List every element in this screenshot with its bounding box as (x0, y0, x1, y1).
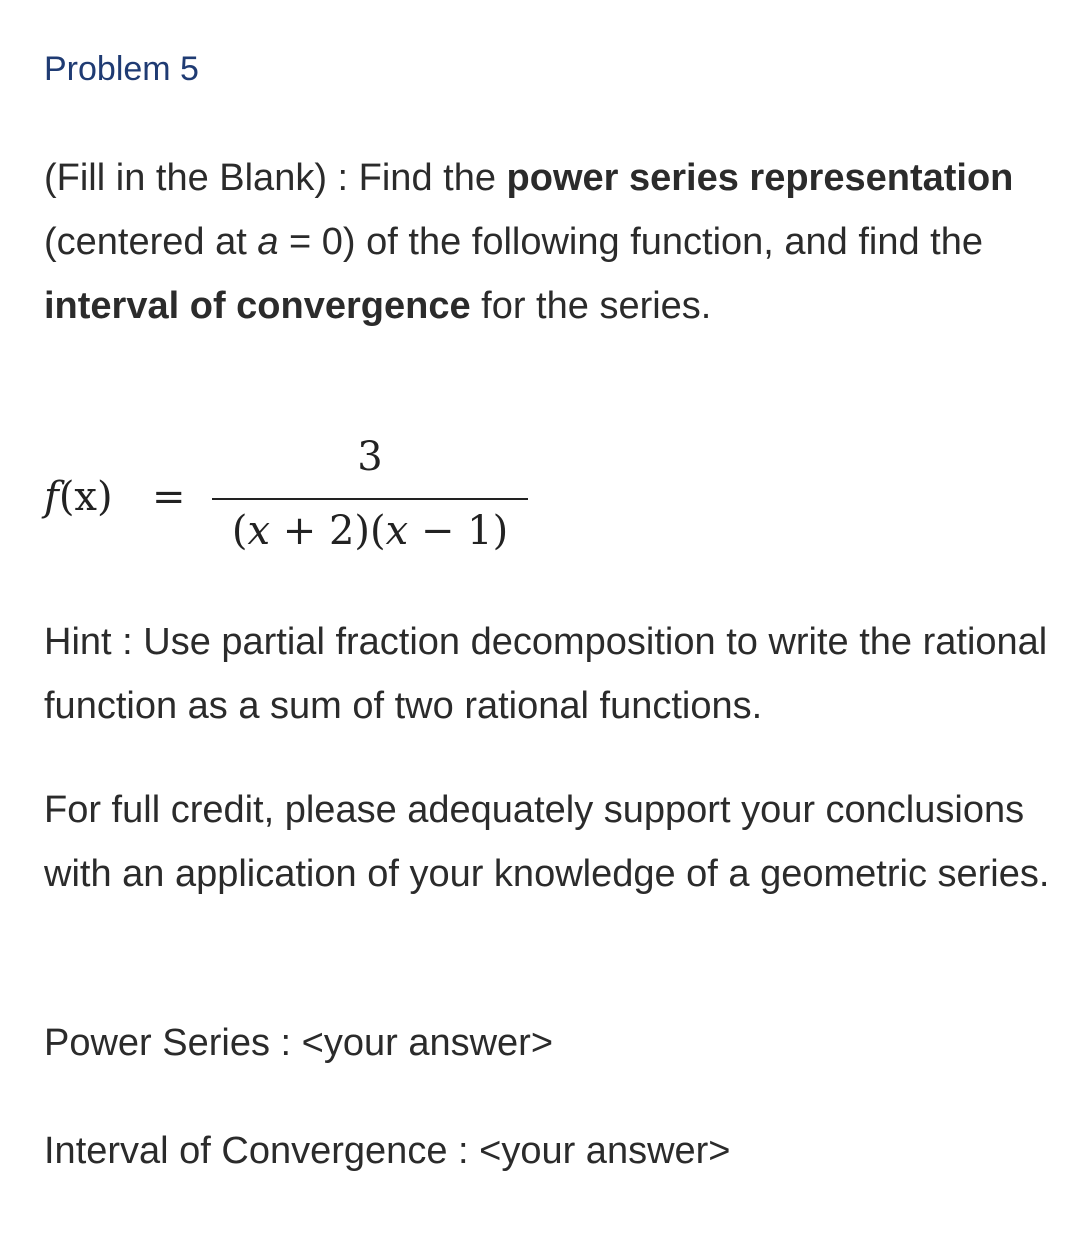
power-series-input[interactable]: <your answer> (301, 1022, 554, 1064)
function-formula (44, 434, 644, 574)
formula-equals: = (152, 474, 186, 520)
problem-statement (44, 146, 1054, 338)
statement-variable: a (257, 221, 279, 263)
formula-denominator: (x + 2)(x − 1) (231, 508, 509, 554)
statement-mid1: (centered at (44, 221, 258, 263)
credit-text: For full credit, please adequately support your conclusions with an application of your knowledge of a geometric series. (44, 789, 1050, 895)
statement-bold-interval: interval of convergence (44, 285, 471, 327)
formula-fn-name: f (44, 474, 59, 520)
statement-mid2: = 0) of the following function, and find the (278, 221, 984, 263)
problem-title: Problem 5 (44, 50, 199, 88)
formula-lhs (44, 474, 113, 520)
statement-suffix: for the series. (470, 285, 712, 327)
formula-numerator: 3 (357, 434, 383, 480)
power-series-answer[interactable] (44, 1022, 553, 1065)
interval-label: Interval of Convergence : (44, 1130, 480, 1172)
statement-prefix: (Fill in the Blank) : Find the (44, 157, 507, 199)
interval-input[interactable]: <your answer> (479, 1130, 731, 1172)
interval-answer[interactable] (44, 1130, 731, 1173)
fraction-bar (212, 498, 528, 500)
statement-bold-power-series: power series representation (506, 157, 1014, 199)
power-series-label: Power Series : (44, 1022, 302, 1064)
hint-text: Hint : Use partial fraction decomposition to write the rational function as a sum of two rational functions. (44, 621, 1048, 727)
formula-fn-arg: (x) (58, 474, 113, 520)
